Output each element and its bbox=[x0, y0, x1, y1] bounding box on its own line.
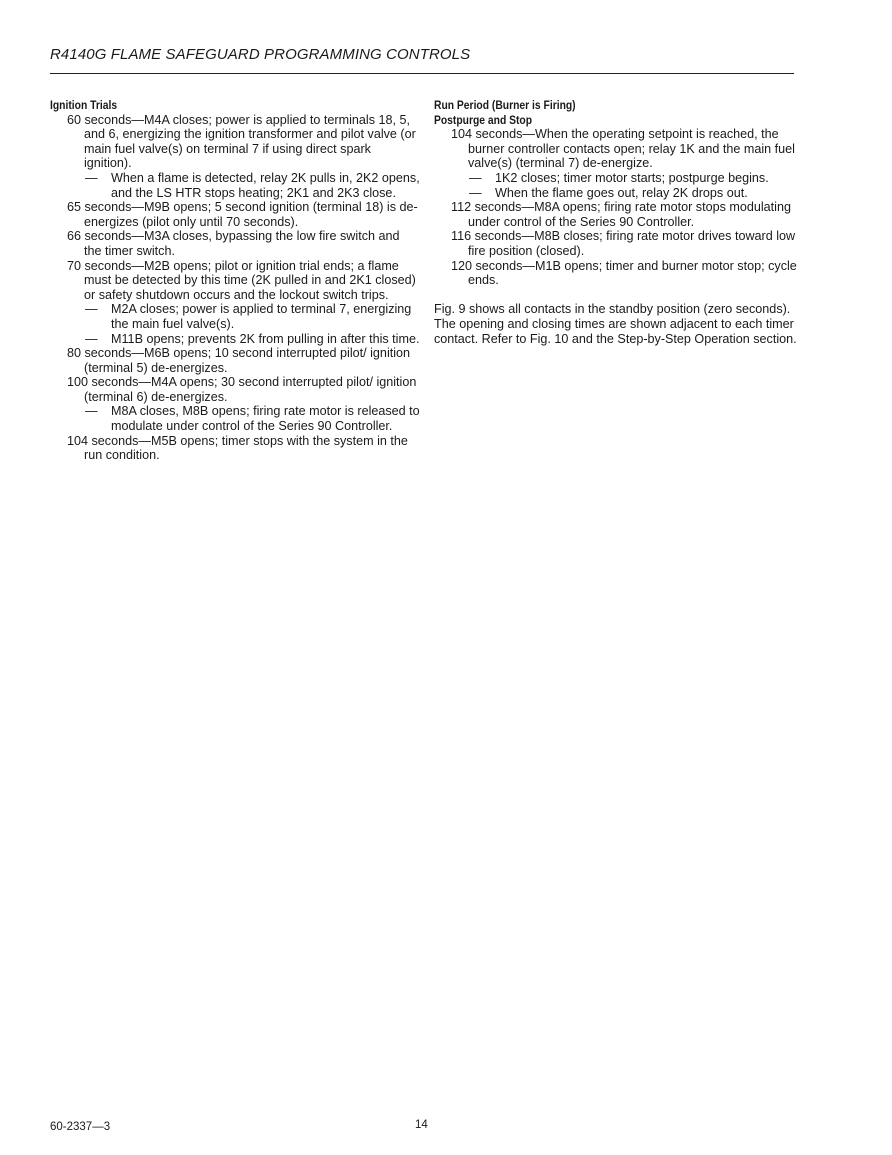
sub-entry-flame-detected bbox=[50, 171, 420, 200]
dash-bullet: — bbox=[469, 170, 482, 185]
timing-entry-100s: 100 seconds—M4A opens; 30 second interrupted pilot/ ignition (terminal 6) de-energizes. bbox=[67, 375, 417, 404]
right-column bbox=[434, 98, 804, 346]
sub-entry-m11b-opens bbox=[50, 332, 420, 347]
sub-entry-text: M8A closes, M8B opens; firing rate motor is released to modulate under control of the Series 90 Controller. bbox=[111, 404, 420, 434]
section-heading-run-period: Run Period (Burner is Firing) bbox=[434, 98, 576, 112]
timing-entry-65s: 65 seconds—M9B opens; 5 second ignition (terminal 18) is de-energizes (pilot only until 70 seconds). bbox=[67, 200, 418, 229]
dash-bullet: — bbox=[85, 404, 98, 419]
sub-entry-flame-out bbox=[434, 186, 804, 201]
sub-entry-1k2-closes bbox=[434, 171, 804, 186]
timing-entry-80s: 80 seconds—M6B opens; 10 second interrupted pilot/ ignition (terminal 5) de-energizes. bbox=[67, 346, 411, 375]
sub-entry-text: M11B opens; prevents 2K from pulling in after this time. bbox=[111, 331, 420, 346]
timing-entry-120s: 120 seconds—M1B opens; timer and burner motor stop; cycle ends. bbox=[451, 258, 797, 288]
sub-entry-text: 1K2 closes; timer motor starts; postpurge begins. bbox=[495, 170, 769, 185]
dash-bullet: — bbox=[469, 185, 482, 200]
timing-entry-66s: 66 seconds—M3A closes, bypassing the low fire switch and the timer switch. bbox=[67, 229, 400, 258]
timing-entry-116s: 116 seconds—M8B closes; firing rate motor drives toward low fire position (closed). bbox=[451, 229, 796, 258]
left-column bbox=[50, 98, 420, 463]
timing-entry-60s: 60 seconds—M4A closes; power is applied to terminals 18, 5, and 6, energizing the ignition transformer and pilot valve (or main fuel valve(s) on terminal 7 if using direct spark ignition). bbox=[67, 112, 416, 171]
timing-entry-70s: 70 seconds—M2B opens; pilot or ignition trial ends; a flame must be detected by this time (2K pulled in and 2K1 closed) or safety shutdown occurs and the lockout switch trips. bbox=[67, 258, 416, 302]
sub-entry-m2a-closes bbox=[50, 302, 420, 331]
page-header-title: R4140G FLAME SAFEGUARD PROGRAMMING CONTROLS bbox=[50, 46, 471, 63]
dash-bullet: — bbox=[85, 170, 98, 185]
sub-entry-m8a-closes bbox=[50, 404, 420, 433]
section-heading-ignition-trials: Ignition Trials bbox=[50, 98, 118, 112]
sub-entry-text: When a flame is detected, relay 2K pulls in, 2K2 opens, and the LS HTR stops heating; 2K1 and 2K3 close. bbox=[111, 170, 420, 200]
footer-page-number: 14 bbox=[415, 1119, 428, 1131]
section-heading-postpurge: Postpurge and Stop bbox=[434, 112, 533, 127]
timing-entry-104s-postpurge: 104 seconds—When the operating setpoint is reached, the burner controller contacts open; relay 1K and the main fuel valve(s) (terminal 7) de-energize. bbox=[451, 127, 795, 171]
header-rule bbox=[50, 73, 794, 74]
sub-entry-text: When the flame goes out, relay 2K drops out. bbox=[495, 185, 748, 200]
timing-entry-112s: 112 seconds—M8A opens; firing rate motor stops modulating under control of the Series 90 Controller. bbox=[451, 200, 791, 229]
fig9-paragraph: Fig. 9 shows all contacts in the standby position (zero seconds). The opening and closing times are shown adjacent to each timer contact. Refer to Fig. 10 and the Step-by-Step Operation section. bbox=[434, 302, 797, 346]
timing-entry-104s: 104 seconds—M5B opens; timer stops with the system in the run condition. bbox=[67, 433, 408, 463]
dash-bullet: — bbox=[85, 302, 98, 317]
dash-bullet: — bbox=[85, 331, 98, 346]
sub-entry-text: M2A closes; power is applied to terminal 7, energizing the main fuel valve(s). bbox=[111, 302, 412, 331]
footer-document-number: 60-2337—3 bbox=[50, 1121, 111, 1133]
